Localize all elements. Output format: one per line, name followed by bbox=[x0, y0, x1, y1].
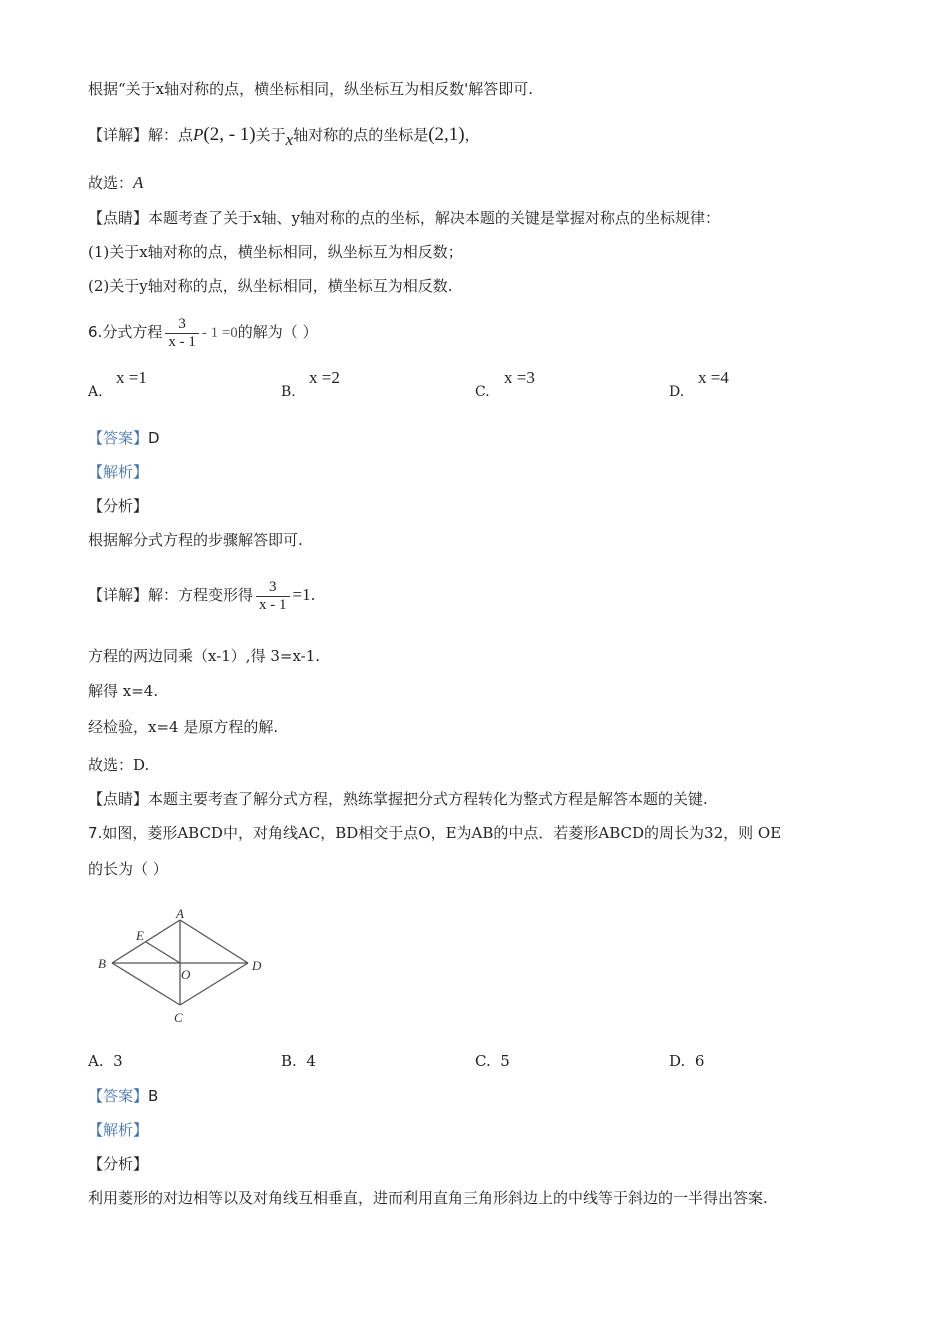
q6-fenxi-text: 根据解分式方程的步骤解答即可. bbox=[88, 531, 303, 549]
segment-oe bbox=[146, 942, 180, 963]
q6-option-c-value[interactable]: x =3 bbox=[504, 368, 535, 387]
q7-option-a[interactable] bbox=[88, 1052, 123, 1070]
q7-answer-value: B bbox=[148, 1087, 159, 1105]
q5-result-coords: (2,1) bbox=[428, 124, 465, 145]
q7-fenxi-label: 【分析】 bbox=[88, 1155, 149, 1173]
q6-answer-label: 【答案】 bbox=[88, 429, 149, 447]
q6-option-c-letter[interactable]: C. bbox=[475, 384, 490, 400]
q7-option-b-letter: B. bbox=[281, 1052, 297, 1070]
q7-option-c-letter: C. bbox=[475, 1052, 491, 1070]
q6-detail-fraction bbox=[256, 579, 290, 614]
intro-line: 根据“关于x轴对称的点，横坐标相同，纵坐标互为相反数'解答即可. bbox=[88, 80, 534, 98]
q7-rhombus-figure bbox=[90, 900, 275, 1030]
q6-detail-frac-num: 3 bbox=[269, 578, 277, 595]
q6-review: 【点睛】本题主要考查了解分式方程，熟练掌握把分式方程转化为整式方程是解答本题的关键. bbox=[88, 790, 708, 808]
q6-option-b-letter[interactable]: B. bbox=[281, 384, 296, 400]
q7-option-c[interactable] bbox=[475, 1052, 510, 1070]
q5-choose bbox=[88, 172, 143, 194]
q7-option-d[interactable] bbox=[669, 1052, 704, 1070]
q6-stem-eq: - 1 =0 bbox=[201, 325, 238, 341]
q6-answer-value: D bbox=[148, 429, 160, 447]
q7-option-c-value: 5 bbox=[500, 1052, 510, 1070]
q6-detail-end: . bbox=[310, 586, 316, 604]
q5-choose-letter: A bbox=[133, 173, 144, 192]
q6-fenxi-label: 【分析】 bbox=[88, 497, 149, 515]
q6-choose: 故选：D. bbox=[88, 756, 150, 774]
q6-step3: 经检验，x=4 是原方程的解. bbox=[88, 718, 279, 736]
q5-detail-mid2: 轴对称的点的坐标是 bbox=[293, 126, 429, 144]
q6-step2: 解得 x=4. bbox=[88, 682, 159, 700]
label-d: D bbox=[252, 958, 262, 973]
q5-detail-mid: 关于 bbox=[255, 126, 286, 144]
q5-point-label: P bbox=[193, 125, 204, 144]
q6-option-a-value[interactable]: x =1 bbox=[116, 368, 147, 387]
q7-answer bbox=[88, 1085, 158, 1107]
q5-rule2: (2)关于y轴对称的点，纵坐标相同，横坐标互为相反数. bbox=[88, 277, 453, 295]
q6-stem-fraction bbox=[165, 316, 199, 351]
edge-ad bbox=[180, 920, 248, 963]
q7-option-d-letter: D. bbox=[669, 1052, 686, 1070]
q6-detail-eq: =1 bbox=[292, 585, 311, 604]
label-c: C bbox=[174, 1010, 183, 1025]
q6-analysis-label: 【解析】 bbox=[88, 463, 149, 481]
q5-review: 【点睛】本题考查了关于x轴、y轴对称的点的坐标，解决本题的关键是掌握对称点的坐标规律： bbox=[88, 209, 720, 227]
q5-detail bbox=[88, 124, 480, 149]
q7-option-a-letter: A. bbox=[88, 1052, 104, 1070]
q6-option-a-letter[interactable]: A. bbox=[88, 384, 103, 400]
q6-stem bbox=[88, 312, 318, 353]
q6-step1: 方程的两边同乘（x-1）,得 3=x-1. bbox=[88, 647, 321, 665]
q7-stem-line1 bbox=[88, 822, 781, 844]
q5-axis: x bbox=[285, 130, 294, 149]
edge-cb bbox=[112, 963, 180, 1005]
q7-analysis-label: 【解析】 bbox=[88, 1121, 149, 1139]
q6-detail-prefix: 【详解】解：方程变形得 bbox=[88, 586, 254, 604]
q6-frac-num: 3 bbox=[178, 315, 186, 332]
q7-option-a-value: 3 bbox=[113, 1052, 123, 1070]
q6-number: 6. bbox=[88, 323, 103, 341]
q6-stem-prefix: 分式方程 bbox=[102, 323, 163, 341]
q7-answer-label: 【答案】 bbox=[88, 1087, 149, 1105]
q6-stem-suffix: 的解为（ ） bbox=[237, 323, 318, 341]
q7-number: 7. bbox=[88, 824, 103, 842]
q6-detail bbox=[88, 575, 315, 615]
label-b: B bbox=[98, 956, 106, 971]
q5-point-coords: (2, - 1) bbox=[203, 124, 256, 145]
q7-stem-text: 如图，菱形ABCD中，对角线AC，BD相交于点O，E为AB的中点．若菱形ABCD的周长为32，则 OE bbox=[102, 824, 782, 842]
q7-option-b[interactable] bbox=[281, 1052, 316, 1070]
label-e: E bbox=[136, 928, 144, 943]
q6-frac-den: x - 1 bbox=[165, 333, 199, 351]
label-o: O bbox=[181, 967, 191, 982]
q6-option-b-value[interactable]: x =2 bbox=[309, 368, 340, 387]
q5-detail-end: ， bbox=[464, 126, 480, 144]
q5-choose-label: 故选： bbox=[88, 174, 134, 192]
q6-option-d-value[interactable]: x =4 bbox=[698, 368, 729, 387]
q7-fenxi-text: 利用菱形的对边相等以及对角线互相垂直，进而利用直角三角形斜边上的中线等于斜边的一半得出答案. bbox=[88, 1189, 768, 1207]
q7-stem-line2: 的长为（ ） bbox=[88, 860, 168, 878]
q6-option-d-letter[interactable]: D. bbox=[669, 384, 685, 400]
label-a: A bbox=[176, 906, 184, 921]
q6-detail-frac-den: x - 1 bbox=[256, 596, 290, 614]
q5-detail-prefix: 【详解】解：点 bbox=[88, 126, 194, 144]
q7-option-b-value: 4 bbox=[306, 1052, 316, 1070]
q7-option-d-value: 6 bbox=[694, 1052, 705, 1070]
q6-answer bbox=[88, 427, 160, 449]
q5-rule1: (1)关于x轴对称的点，横坐标相同，纵坐标互为相反数； bbox=[88, 243, 463, 261]
